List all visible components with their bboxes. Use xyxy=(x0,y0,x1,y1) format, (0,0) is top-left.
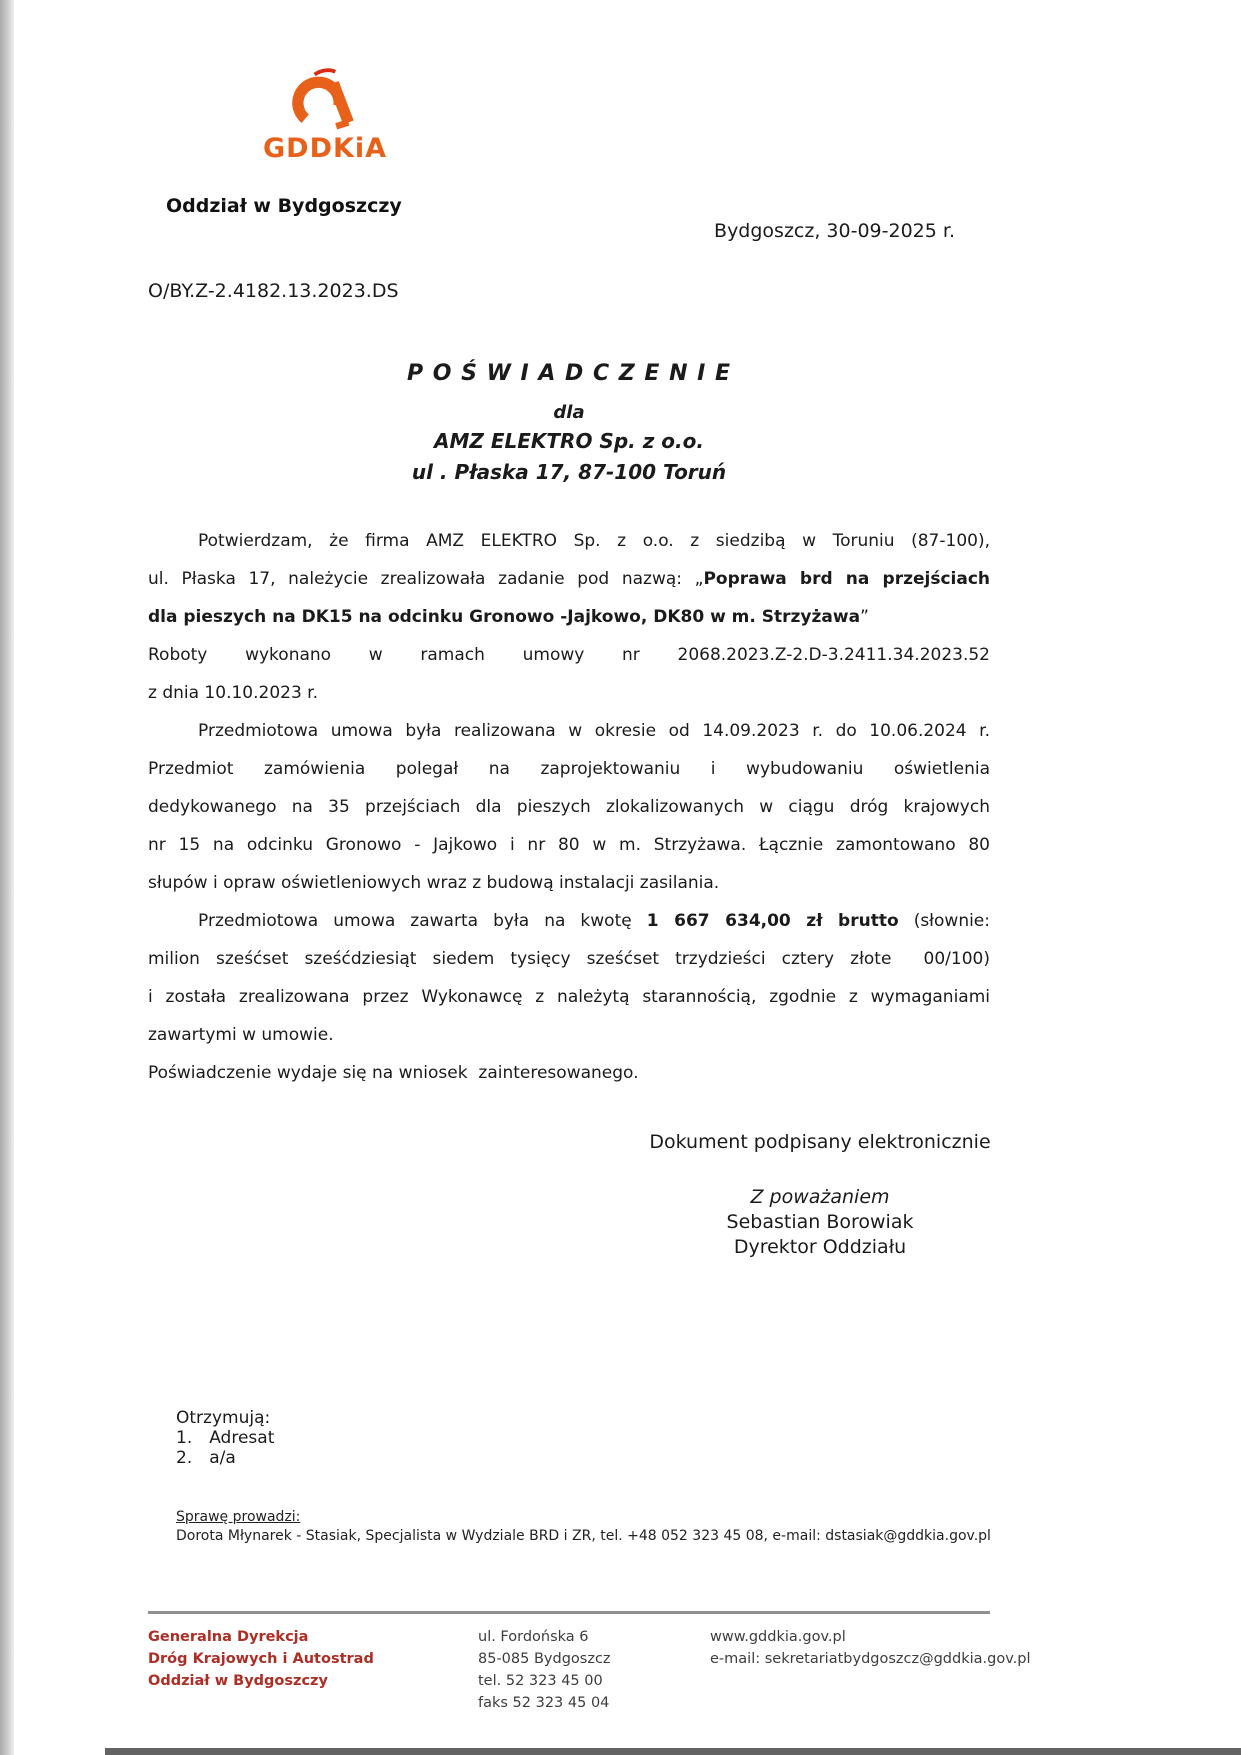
body-line: zawartymi w umowie. xyxy=(148,1025,334,1045)
distribution-label: Otrzymują: xyxy=(176,1408,271,1428)
case-officer-block xyxy=(176,1508,991,1546)
distribution-block xyxy=(176,1408,274,1468)
list-line: ul. Fordońska 6 xyxy=(478,1629,589,1645)
reference-number: O/BY.Z-2.4182.13.2023.DS xyxy=(148,280,399,302)
case-officer-label: Sprawę prowadzi: xyxy=(176,1509,301,1525)
body-paragraph-3 xyxy=(148,902,990,1054)
document-title: P O Ś W I A D C Z E N I E xyxy=(406,361,732,386)
body-line: Roboty wykonano w ramach umowy nr 2068.2023.Z-2.D-3.2411.34.2023.52 xyxy=(148,645,990,665)
body-line: Przedmiotowa umowa była realizowana w okresie od 14.09.2023 r. do 10.06.2024 r. xyxy=(198,721,990,741)
case-officer-details: Dorota Młynarek - Stasiak, Specjalista w Wydziale BRD i ZR, tel. +48 052 323 45 08, e-mail: dstasiak@gddkia.gov.pl xyxy=(176,1528,991,1544)
recipient-address: ul . Płaska 17, 87-100 Toruń xyxy=(411,460,727,484)
body-line: nr 15 na odcinku Gronowo - Jajkowo i nr 80 w m. Strzyżawa. Łącznie zamontowano 80 xyxy=(148,835,990,855)
body-line: milion sześćset sześćdziesiąt siedem tysięcy sześćset trzydzieści cztery złote 00/100) xyxy=(148,949,990,969)
footer-divider xyxy=(148,1611,990,1614)
signed-electronically-note: Dokument podpisany elektronicznie xyxy=(649,1131,991,1153)
gddkia-logo xyxy=(263,68,388,164)
body-line: słupów i opraw oświetleniowych wraz z budową instalacji zasilania. xyxy=(148,873,720,893)
body-line: ul. Płaska 17, należycie zrealizowała zadanie pod nazwą: „Poprawa brd na przejściach xyxy=(148,569,990,589)
signatory-title: Dyrektor Oddziału xyxy=(733,1236,907,1258)
place-and-date: Bydgoszcz, 30-09-2025 r. xyxy=(714,220,955,242)
footer-address xyxy=(478,1626,611,1714)
footer-organization xyxy=(148,1626,374,1692)
signatory-name: Sebastian Borowiak xyxy=(726,1211,914,1233)
list-line: faks 52 323 45 04 xyxy=(478,1695,610,1711)
list-line: 2. a/a xyxy=(176,1448,236,1468)
body-paragraph-4 xyxy=(148,1054,990,1092)
distribution-list xyxy=(176,1428,274,1468)
recipient-company: AMZ ELEKTRO Sp. z o.o. xyxy=(434,429,704,453)
title-block xyxy=(148,360,990,485)
body-line: i została zrealizowana przez Wykonawcę z należytą starannością, zgodnie z wymaganiami xyxy=(148,987,990,1007)
gddkia-eagle-icon xyxy=(263,68,385,130)
body-line: Poświadczenie wydaje się na wniosek zainteresowanego. xyxy=(148,1063,639,1083)
gddkia-wordmark: GDDKiA xyxy=(263,133,388,164)
list-line: Dróg Krajowych i Autostrad xyxy=(148,1651,374,1667)
branch-name: Oddział w Bydgoszczy xyxy=(166,195,402,217)
list-line: e-mail: sekretariatbydgoszcz@gddkia.gov.pl xyxy=(710,1651,1031,1667)
body-line: Przedmiotowa umowa zawarta była na kwotę 1 667 634,00 zł brutto (słownie: xyxy=(198,911,990,931)
for-label: dla xyxy=(553,402,585,423)
list-line: Generalna Dyrekcja xyxy=(148,1629,309,1645)
body-line: dedykowanego na 35 przejściach dla pieszych zlokalizowanych w ciągu dróg krajowych xyxy=(148,797,990,817)
list-line: Oddział w Bydgoszczy xyxy=(148,1673,328,1689)
scan-left-edge-artifact xyxy=(0,0,14,1755)
body-paragraph-2 xyxy=(148,712,990,902)
list-line: tel. 52 323 45 00 xyxy=(478,1673,603,1689)
list-line: www.gddkia.gov.pl xyxy=(710,1629,846,1645)
body-line: Potwierdzam, że firma AMZ ELEKTRO Sp. z o.o. z siedzibą w Toruniu (87-100), xyxy=(198,531,990,551)
closing-salutation: Z poważaniem xyxy=(750,1186,890,1208)
footer-contact xyxy=(710,1626,1031,1670)
scan-bottom-edge-artifact xyxy=(105,1748,1241,1755)
signature-block xyxy=(660,1185,980,1260)
letter-body xyxy=(148,522,990,1092)
body-paragraph-1 xyxy=(148,522,990,712)
body-line: z dnia 10.10.2023 r. xyxy=(148,683,319,703)
list-line: 1. Adresat xyxy=(176,1428,275,1448)
body-line: Przedmiot zamówienia polegał na zaprojektowaniu i wybudowaniu oświetlenia xyxy=(148,759,990,779)
list-line: 85-085 Bydgoszcz xyxy=(478,1651,611,1667)
body-line: dla pieszych na DK15 na odcinku Gronowo -Jajkowo, DK80 w m. Strzyżawa” xyxy=(148,607,869,627)
